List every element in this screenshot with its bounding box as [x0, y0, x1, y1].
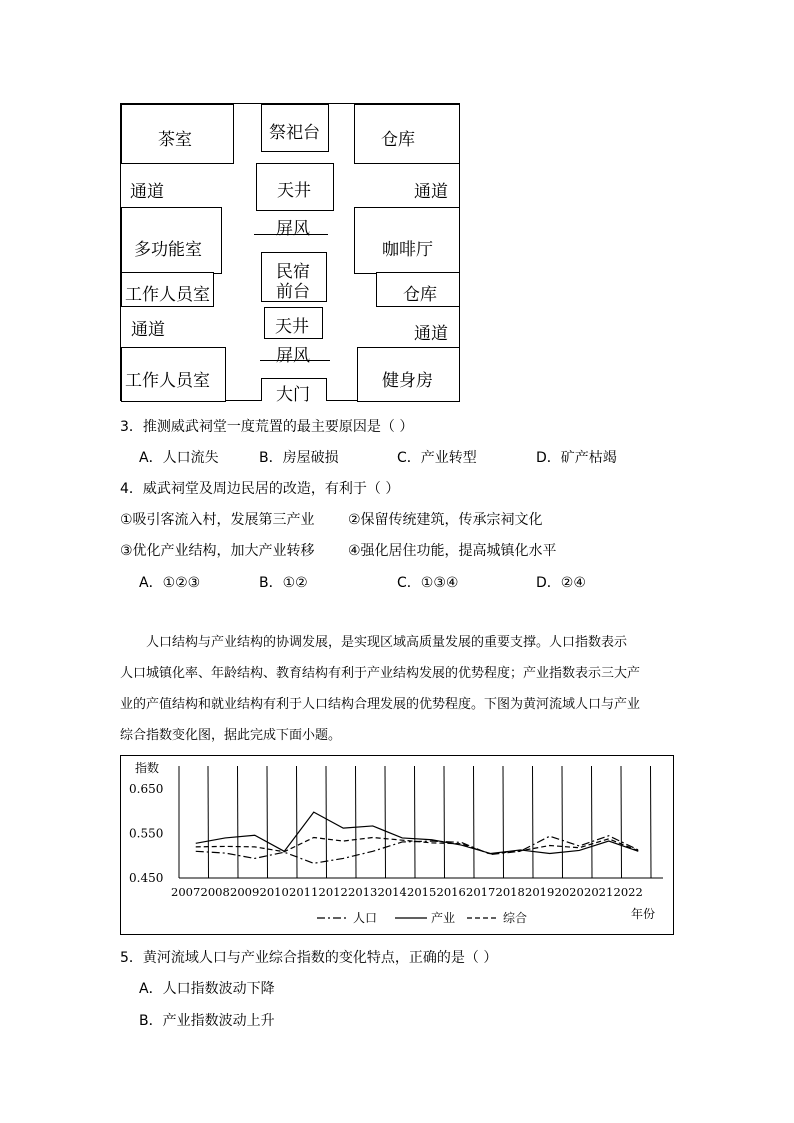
- q3-option-c[interactable]: C．产业转型: [397, 450, 477, 466]
- chart-frame: [120, 755, 674, 935]
- line-chart: [121, 756, 673, 934]
- corridor-right-2: 通道: [414, 324, 448, 344]
- vertical-gridline: [267, 766, 268, 878]
- q3-option-d[interactable]: D．矿产枯竭: [536, 450, 617, 466]
- q4-option-d[interactable]: D．②④: [536, 575, 586, 591]
- corridor-left-2: 通道: [131, 320, 165, 340]
- reception: [261, 252, 327, 302]
- vertical-gridline: [592, 766, 593, 878]
- legend-label: 综合: [503, 911, 528, 925]
- reception-line2: 前台: [276, 282, 310, 302]
- altar-label: 祭祀台: [269, 123, 320, 143]
- x-tick-label: 2017: [466, 885, 496, 899]
- tea-room: [121, 104, 234, 164]
- corridor-left-1: 通道: [130, 182, 164, 202]
- vertical-gridline: [297, 766, 298, 878]
- q4-option-b[interactable]: B．①②: [259, 575, 308, 591]
- corridor-right-1: 通道: [414, 182, 448, 202]
- y-tick-label: 0.450: [129, 871, 164, 885]
- reception-line1: 民宿: [276, 262, 310, 282]
- warehouse-top-label: 仓库: [381, 130, 415, 150]
- vertical-gridline: [385, 766, 386, 878]
- vertical-gridline: [533, 766, 534, 878]
- y-tick-label: 0.550: [129, 826, 164, 841]
- question-5-stem: 5．黄河流域人口与产业综合指数的变化特点，正确的是（ ）: [120, 950, 498, 966]
- x-tick-label: 2019: [525, 885, 555, 899]
- y-tick-label: 0.650: [129, 782, 164, 796]
- legend-label: 产业: [431, 911, 456, 925]
- q5-option-b[interactable]: B．产业指数波动上升: [139, 1013, 275, 1029]
- courtyard-1: [256, 163, 334, 211]
- altar: [261, 104, 329, 152]
- tea-room-label: 茶室: [158, 130, 192, 150]
- q3-option-a[interactable]: A．人口流失: [139, 450, 219, 466]
- question-4-stem: 4．威武祠堂及周边民居的改造，有利于（ ）: [120, 481, 400, 497]
- series-line-solid: [196, 812, 639, 853]
- x-tick-label: 2007: [171, 885, 201, 899]
- x-tick-label: 2012: [318, 885, 348, 899]
- x-tick-label: 2013: [348, 885, 378, 899]
- question-3-stem: 3．推测威武祠堂一度荒置的最主要原因是（ ）: [120, 419, 414, 435]
- x-tick-label: 2016: [436, 885, 466, 899]
- x-tick-label: 2011: [289, 885, 319, 899]
- x-tick-label: 2008: [200, 885, 230, 899]
- q4-item-2: ②保留传统建筑，传承宗祠文化: [348, 512, 543, 528]
- warehouse-mid: [376, 272, 460, 307]
- screen-2-line: [260, 360, 330, 361]
- q4-item-1: ①吸引客流入村，发展第三产业: [120, 512, 315, 528]
- x-tick-label: 2018: [495, 885, 525, 899]
- passage-line-3: 业的产值结构和就业结构有利于人口结构合理发展的优势程度。下图为黄河流域人口与产业: [120, 697, 641, 712]
- screen-1-line: [254, 234, 328, 235]
- passage-line-2: 人口城镇化率、年龄结构、教育结构有利于产业结构发展的优势程度；产业指数表示三大产: [120, 666, 641, 681]
- x-tick-label: 2010: [259, 885, 289, 899]
- passage: [120, 627, 676, 751]
- x-tick-label: 2021: [584, 885, 614, 899]
- staff-room-2-label: 工作人员室: [125, 371, 210, 391]
- cafe-label: 咖啡厅: [382, 240, 433, 260]
- vertical-gridline: [238, 766, 239, 878]
- vertical-gridline: [415, 766, 416, 878]
- gym-label: 健身房: [382, 371, 433, 391]
- staff-room-1: [121, 272, 214, 307]
- warehouse-mid-label: 仓库: [403, 285, 437, 305]
- vertical-gridline: [444, 766, 445, 878]
- multi-function-room: [121, 207, 222, 274]
- vertical-gridline: [651, 766, 652, 878]
- screen-2-label: 屏风: [276, 346, 310, 366]
- q3-option-b[interactable]: B．房屋破损: [259, 450, 339, 466]
- y-axis-label: 指数: [135, 761, 160, 775]
- x-tick-label: 2020: [554, 885, 584, 899]
- x-tick-label: 2015: [407, 885, 437, 899]
- warehouse-top: [354, 104, 460, 164]
- courtyard-1-label: 天井: [277, 181, 311, 201]
- gate-label: 大门: [276, 385, 310, 405]
- passage-line-4: 综合指数变化图，据此完成下面小题。: [120, 728, 342, 743]
- vertical-gridline: [503, 766, 504, 878]
- vertical-gridline: [356, 766, 357, 878]
- passage-line-1: 人口结构与产业结构的协调发展，是实现区域高质量发展的重要支撑。人口指数表示: [146, 635, 628, 650]
- x-tick-label: 2009: [230, 885, 260, 899]
- q4-option-c[interactable]: C．①③④: [397, 575, 459, 591]
- q5-option-a[interactable]: A．人口指数波动下降: [139, 981, 275, 997]
- q4-option-a[interactable]: A．①②③: [139, 575, 201, 591]
- gate: [261, 378, 327, 405]
- staff-room-1-label: 工作人员室: [125, 285, 210, 305]
- vertical-gridline: [621, 766, 622, 878]
- staff-room-2: [121, 347, 226, 402]
- x-axis-label: 年份: [631, 907, 656, 921]
- legend-label: 人口: [353, 911, 378, 925]
- vertical-gridline: [208, 766, 209, 878]
- multi-room-label: 多功能室: [134, 240, 202, 260]
- x-tick-label: 2014: [377, 885, 407, 899]
- screen-1-label: 屏风: [276, 219, 310, 239]
- q4-item-3: ③优化产业结构，加大产业转移: [120, 543, 315, 559]
- q4-item-4: ④强化居住功能，提高城镇化水平: [348, 543, 557, 559]
- x-tick-label: 2022: [613, 885, 643, 899]
- courtyard-2: [264, 307, 323, 339]
- floor-plan: [120, 103, 460, 405]
- gym: [357, 347, 460, 402]
- vertical-gridline: [474, 766, 475, 878]
- vertical-gridline: [562, 766, 563, 878]
- courtyard-2-label: 天井: [275, 317, 309, 337]
- cafe: [354, 207, 460, 274]
